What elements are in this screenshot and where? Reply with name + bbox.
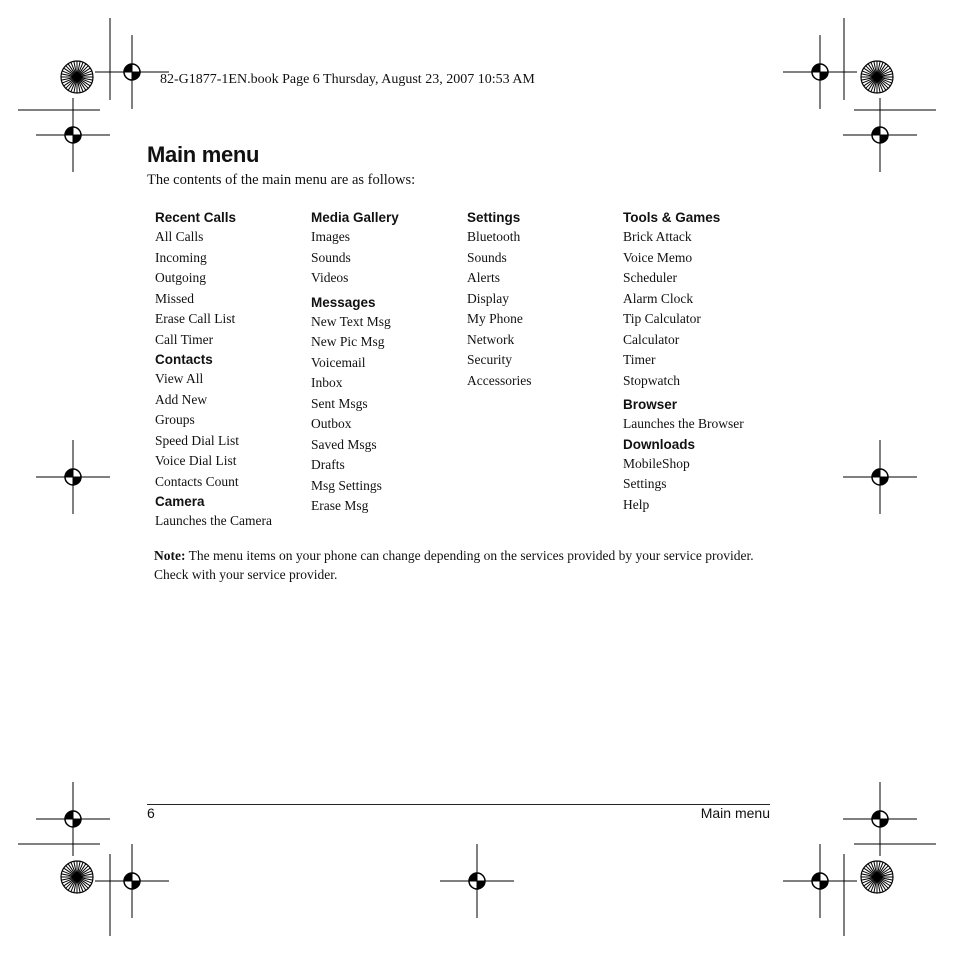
menu-item: Voicemail — [311, 354, 366, 370]
menu-column-3 — [467, 208, 617, 391]
menu-item: Erase Msg — [311, 498, 369, 513]
menu-item: Scheduler — [623, 270, 677, 285]
section-title: Browser — [623, 397, 678, 412]
section-title: Messages — [311, 294, 376, 310]
menu-item: Images — [311, 229, 350, 244]
page-title: Main menu — [147, 142, 260, 167]
menu-item: Groups — [155, 412, 195, 427]
menu-item: Outgoing — [155, 270, 207, 285]
menu-column-2 — [311, 208, 461, 517]
menu-item: Brick Attack — [623, 229, 692, 244]
menu-item: Sent Msgs — [311, 395, 368, 411]
registration-mark — [843, 782, 917, 856]
registration-mark — [783, 844, 857, 918]
section-title: Downloads — [623, 436, 696, 452]
menu-item: Network — [467, 331, 515, 347]
menu-list — [155, 369, 305, 492]
menu-column-1 — [155, 208, 305, 532]
menu-list — [623, 227, 773, 391]
menu-item: Inbox — [311, 375, 343, 390]
section-title: Recent Calls — [155, 210, 237, 225]
note-text: The menu items on your phone can change depending on the services provided by your service provider. Check with your service provider. — [154, 548, 754, 582]
menu-item: Saved Msgs — [311, 436, 377, 452]
menu-item: New Pic Msg — [311, 334, 385, 349]
registration-mark — [95, 35, 169, 109]
section-title: Tools & Games — [623, 210, 721, 225]
menu-item: Contacts Count — [155, 473, 239, 489]
menu-item: Security — [467, 352, 512, 367]
registration-mark — [843, 98, 917, 172]
menu-item: Launches the Camera — [155, 513, 272, 528]
menu-item: Speed Dial List — [155, 432, 239, 448]
menu-item: Drafts — [311, 457, 345, 472]
menu-item: Erase Call List — [155, 311, 236, 326]
menu-item: Missed — [155, 290, 195, 306]
print-header: 82-G1877-1EN.book Page 6 Thursday, August 23, 2007 10:53 AM — [160, 72, 535, 87]
registration-mark — [843, 440, 917, 514]
note-paragraph — [154, 547, 754, 584]
footer-divider — [147, 804, 770, 805]
menu-item: Launches the Browser — [623, 416, 744, 431]
menu-list — [467, 227, 617, 391]
menu-item: Add New — [155, 391, 208, 407]
section-title: Contacts — [155, 352, 213, 367]
menu-item: Msg Settings — [311, 477, 382, 493]
starburst-mark — [61, 61, 93, 93]
menu-item: Timer — [623, 352, 656, 367]
menu-item: Stopwatch — [623, 372, 680, 388]
menu-item: Accessories — [467, 372, 532, 388]
menu-item: Help — [623, 496, 650, 512]
footer-section-name: Main menu — [700, 805, 770, 821]
menu-item: All Calls — [155, 229, 204, 244]
menu-item: Settings — [623, 476, 667, 491]
menu-item: Alerts — [467, 270, 500, 285]
menu-item: Tip Calculator — [623, 311, 701, 326]
menu-item: Videos — [311, 270, 349, 285]
section-title: Media Gallery — [311, 210, 399, 225]
menu-list — [623, 454, 773, 516]
intro-text: The contents of the main menu are as follows: — [147, 172, 416, 188]
menu-item: Outbox — [311, 416, 352, 431]
registration-mark — [783, 35, 857, 109]
note-label: Note: — [154, 548, 186, 563]
menu-item: Sounds — [467, 249, 507, 265]
menu-item: Calculator — [623, 331, 680, 347]
starburst-mark — [61, 861, 93, 893]
registration-mark — [95, 844, 169, 918]
menu-item: Display — [467, 290, 509, 306]
section-title: Settings — [467, 210, 521, 225]
menu-item: Incoming — [155, 249, 207, 265]
registration-mark — [36, 782, 110, 856]
section-title: Camera — [155, 494, 205, 509]
starburst-mark — [861, 861, 893, 893]
menu-item: Sounds — [311, 249, 351, 265]
menu-list — [623, 414, 773, 435]
registration-mark — [36, 440, 110, 514]
menu-list — [311, 227, 461, 289]
menu-item: Bluetooth — [467, 229, 521, 244]
menu-list — [155, 511, 305, 532]
menu-item: My Phone — [467, 311, 523, 326]
menu-item: View All — [155, 371, 204, 386]
registration-mark — [36, 98, 110, 172]
menu-item: Alarm Clock — [623, 290, 694, 306]
menu-item: Voice Memo — [623, 249, 693, 265]
starburst-mark — [861, 61, 893, 93]
menu-column-4 — [623, 208, 773, 515]
menu-item: Voice Dial List — [155, 453, 237, 468]
menu-item: New Text Msg — [311, 313, 391, 329]
menu-item: Call Timer — [155, 331, 214, 347]
menu-list — [311, 312, 461, 517]
page-number: 6 — [147, 805, 155, 821]
registration-mark — [440, 844, 514, 918]
menu-list — [155, 227, 305, 350]
menu-item: MobileShop — [623, 455, 690, 471]
